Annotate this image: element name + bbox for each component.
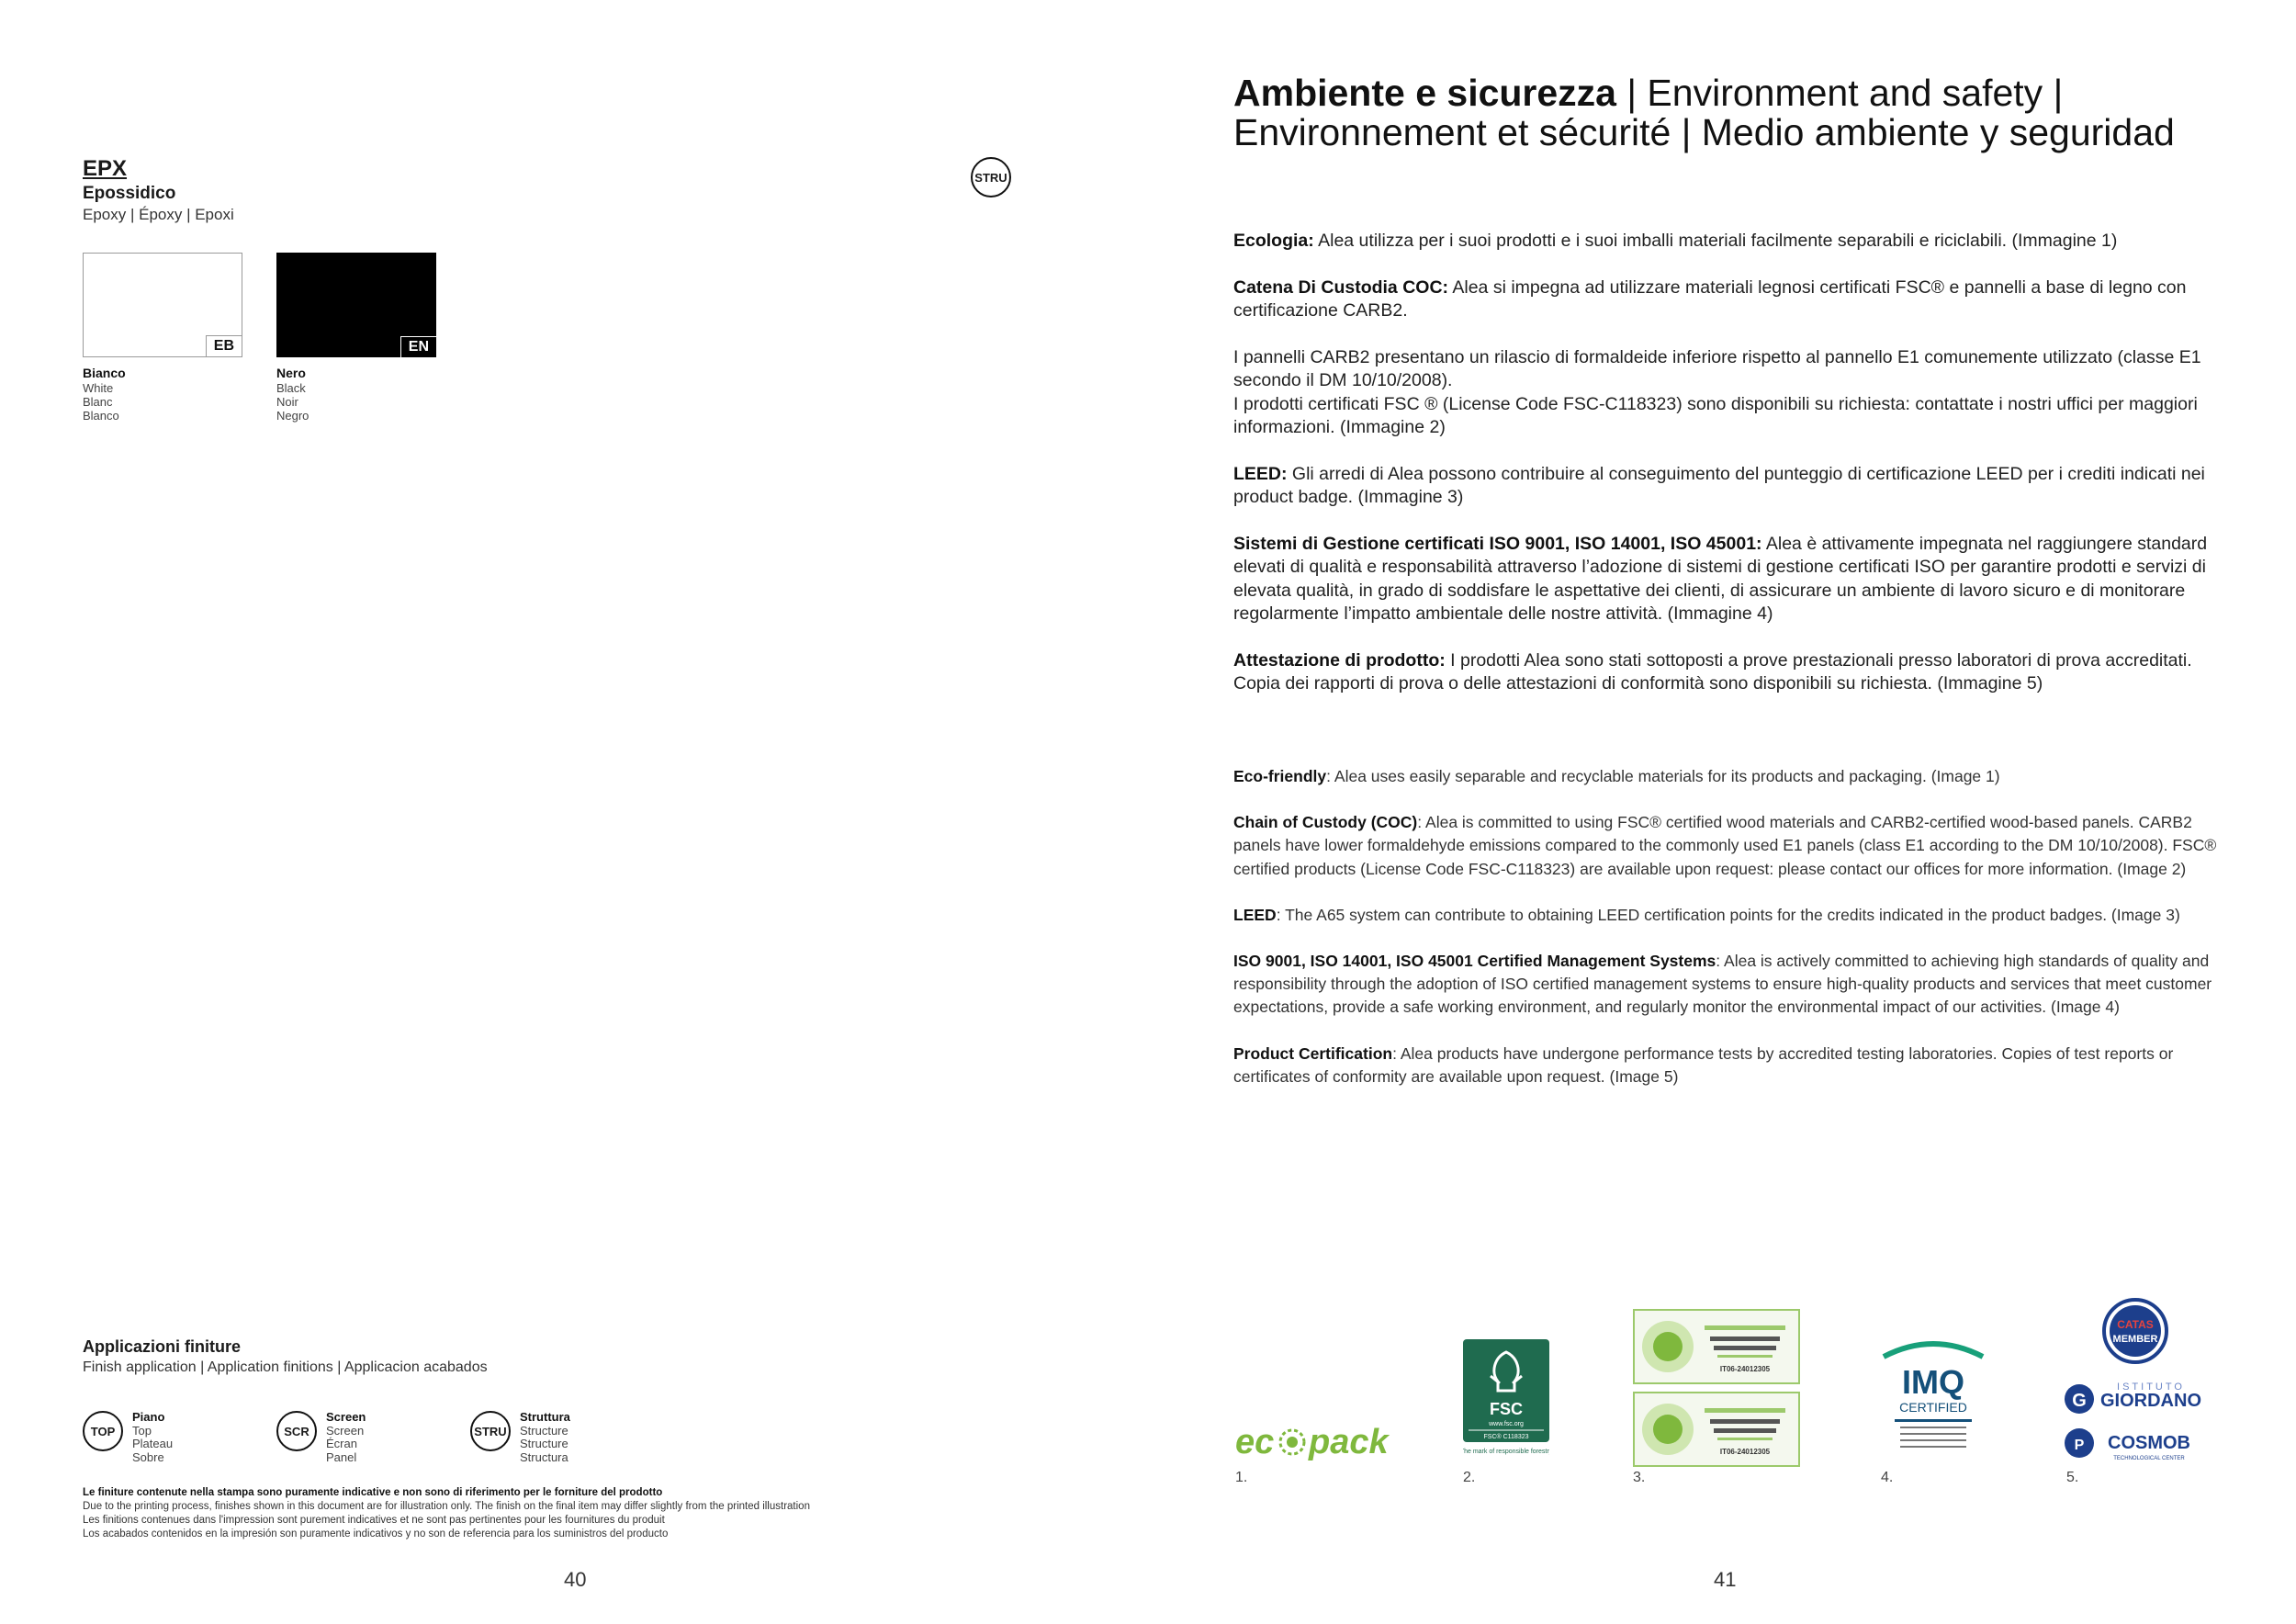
para-carb2 [1233, 346, 2225, 440]
logo-number-2: 2. [1463, 1470, 1476, 1485]
swatch-fr: Noir [276, 395, 298, 409]
swatch-en: Black [276, 381, 306, 395]
application-text [326, 1411, 366, 1464]
swatch-en: White [83, 381, 114, 395]
swatch-es: Blanco [83, 409, 119, 423]
imq-logo [1878, 1336, 1988, 1467]
application-fr: Écran [326, 1437, 357, 1450]
leed-code: IT06-24012305 [1719, 1365, 1771, 1373]
certification-logos [2062, 1298, 2209, 1467]
application-es: Sobre [132, 1449, 164, 1464]
para-leed-en [1233, 904, 2225, 927]
text: Alea si impegna ad utilizzare materiali legnosi certificati FSC® e pannelli a base di legno con certificazione CARB2. [1233, 276, 2187, 321]
catas-member: MEMBER [2112, 1334, 2158, 1345]
text: I prodotti Alea sono stati sottoposti a prove prestazionali presso laboratori di prova accreditati. [1445, 649, 2192, 671]
text: : Alea is actively committed to achieving high standards of quality and responsibility through the adoption of ISO certified management systems to ensure high-quality products and services that meet customer expectations, provide a safe working environment, and regularly monitor the environmental impact of our activities. (Image 4) [1233, 952, 2212, 1017]
label: Attestazione di prodotto: [1233, 649, 1446, 671]
disclaimer-es: Los acabados contenidos en la impresión son puramente indicativos y no son de referencia para los suministros del producto [83, 1528, 669, 1539]
structure-badge: STRU [470, 1411, 511, 1451]
fsc-tagline: The mark of responsible forestry [1463, 1449, 1549, 1455]
swatch-name: Nero [276, 366, 306, 380]
text: : Alea uses easily separable and recyclable materials for its products and packaging. (Image 1) [1326, 767, 2000, 785]
swatch-nero [276, 253, 436, 357]
swatch-fr: Blanc [83, 395, 113, 409]
disclaimer-it: Le finiture contenute nella stampa sono puramente indicative e non sono di riferimento per le forniture del prodotto [83, 1487, 663, 1498]
para-product-en [1233, 1043, 2225, 1088]
ecopack-logo [1235, 1422, 1414, 1462]
text: Gli arredi di Alea possono contribuire al conseguimento del punteggio di certificazione LEED per i crediti indicati nei product badge. (Immagine 3) [1233, 463, 2205, 507]
application-name: Piano [132, 1410, 165, 1424]
top-badge: TOP [83, 1411, 123, 1451]
logo-number-5: 5. [2066, 1470, 2079, 1485]
imq-sub: CERTIFIED [1899, 1400, 1967, 1415]
title-bold: Ambiente e sicurezza [1233, 72, 1616, 114]
svg-text:P: P [2074, 1438, 2085, 1453]
swatch-bianco [83, 253, 242, 357]
application-en: Structure [520, 1423, 568, 1438]
application-es: Structura [520, 1449, 568, 1464]
para-ecologia [1233, 230, 2225, 254]
application-fr: Plateau [132, 1437, 174, 1450]
leed-badges [1633, 1309, 1800, 1467]
label: Eco-friendly [1233, 767, 1327, 785]
application-name: Screen [326, 1410, 366, 1424]
fsc-name: FSC [1490, 1400, 1523, 1418]
applications-title: Applicazioni finiture [83, 1337, 242, 1356]
label: Sistemi di Gestione certificati ISO 9001, ISO 14001, ISO 45001: [1233, 533, 1762, 554]
giordano-name: GIORDANO [2100, 1391, 2201, 1411]
fsc-url: www.fsc.org [1489, 1421, 1524, 1427]
catas-top: CATAS [2117, 1318, 2154, 1331]
application-text [132, 1411, 173, 1464]
page-number-left: 40 [564, 1568, 587, 1591]
leed-code: IT06-24012305 [1719, 1448, 1771, 1456]
application-en: Top [132, 1423, 152, 1438]
application-top [83, 1411, 173, 1464]
text: : The A65 system can contribute to obtaining LEED certification points for the credits indicated in the product badges. (Image 3) [1276, 905, 2180, 924]
page-number-right: 41 [1714, 1568, 1737, 1591]
giordano-top: ISTITUTO [2117, 1382, 2185, 1393]
screen-badge: SCR [276, 1411, 317, 1451]
imq-name: IMQ [1902, 1363, 1964, 1401]
fsc-logo [1463, 1339, 1549, 1468]
para-coc-en [1233, 811, 2225, 881]
para-leed [1233, 463, 2225, 510]
application-text [520, 1411, 570, 1464]
para-coc [1233, 276, 2225, 323]
fsc-code: FSC® C118323 [1483, 1434, 1529, 1440]
logo-number-1: 1. [1235, 1470, 1248, 1485]
text: Alea utilizza per i suoi prodotti e i suoi imballi materiali facilmente separabili e riciclabili. (Immagine 1) [1313, 231, 2118, 251]
label: Catena Di Custodia COC: [1233, 276, 1449, 298]
logo-number-3: 3. [1633, 1470, 1646, 1485]
svg-text:pack: pack [1309, 1423, 1389, 1461]
swatch-code: EN [400, 336, 436, 357]
label: Ecologia: [1233, 231, 1314, 251]
svg-text:G: G [2072, 1391, 2087, 1411]
swatch-label-nero [276, 367, 309, 423]
structure-badge: STRU [971, 157, 1011, 197]
para-eco [1233, 765, 2225, 788]
finish-code: EPX [83, 156, 128, 181]
para-iso [1233, 533, 2225, 626]
disclaimer-en: Due to the printing process, finishes shown in this document are for illustration only. The finish on the final item may differ slightly from the printed illustration [83, 1501, 810, 1512]
text: : Alea is committed to using FSC® certified wood materials and CARB2-certified wood-based panels. CARB2 panels have lower formaldehyde emissions compared to the commonly used E1 panels (class E1 according to the DM 10/10/2008). FSC® certified products (License Code FSC-C118323) are available upon request: please contact our offices for more information. (Image 2) [1233, 813, 2217, 878]
english-text [1233, 765, 2225, 1111]
application-fr: Structure [520, 1437, 568, 1450]
cosmob-sub: TECHNOLOGICAL CENTER [2113, 1456, 2185, 1461]
text: I prodotti certificati FSC ® (License Code FSC-C118323) sono disponibili su richiesta: contattate i nostri uffici per maggiori informazioni. (Immagine 2) [1233, 393, 2198, 437]
label: LEED [1233, 905, 1277, 924]
application-structure [470, 1411, 570, 1464]
swatch-es: Negro [276, 409, 310, 423]
label: ISO 9001, ISO 14001, ISO 45001 Certified Management Systems [1233, 952, 1716, 971]
text: Copia dei rapporti di prova o delle attestazioni di conformità sono disponibili su richiesta. (Immagine 5) [1233, 673, 2043, 694]
text: : Alea products have undergone performance tests by accredited testing laboratories. Copies of test reports or certificates of conformity are available upon request. (Image 5) [1233, 1043, 2174, 1086]
title-rest: | Environment and safety | Environnement et sécurité | Medio ambiente y seguridad [1233, 72, 2175, 153]
application-es: Panel [326, 1449, 357, 1464]
cosmob-name: COSMOB [2108, 1433, 2190, 1453]
logo-number-4: 4. [1881, 1470, 1894, 1485]
application-screen [276, 1411, 366, 1464]
finish-name: Epossidico [83, 184, 176, 203]
page-title [1233, 73, 2244, 152]
label: Chain of Custody (COC) [1233, 813, 1418, 832]
label: Product Certification [1233, 1043, 1393, 1063]
italian-text [1233, 230, 2225, 719]
svg-text:ec: ec [1235, 1423, 1275, 1461]
swatch-code: EB [206, 335, 242, 356]
application-name: Struttura [520, 1410, 570, 1424]
swatch-label-bianco [83, 367, 126, 423]
swatch-name: Bianco [83, 366, 126, 380]
para-iso-en [1233, 950, 2225, 1020]
disclaimer-fr: Les finitions contenues dans l'impression sont purement indicatives et ne sont pas pertinentes pour les fournitures du produit [83, 1515, 665, 1526]
text: Alea è attivamente impegnata nel raggiungere standard elevati di qualità e responsabilità attraverso l’adozione di sistemi di gestione certificati ISO per garantire prodotti e servizi di elevata qualità, in grado di soddisfare le aspettative dei clienti, di assicurare un ambiente di lavoro sicuro e di monitorare regolarmente l’impatto ambientale delle nostre attività. (Immagine 4) [1233, 533, 2208, 624]
para-attestazione [1233, 649, 2225, 696]
text: I pannelli CARB2 presentano un rilascio di formaldeide inferiore rispetto al pannello E1 comunemente utilizzato (classe E1 secondo il DM 10/10/2008). [1233, 346, 2201, 390]
application-en: Screen [326, 1423, 365, 1438]
applications-subtitle: Finish application | Application finitions | Applicacion acabados [83, 1359, 488, 1375]
disclaimer [83, 1486, 810, 1541]
finish-translations: Epoxy | Époxy | Epoxi [83, 206, 234, 223]
label: LEED: [1233, 463, 1288, 484]
